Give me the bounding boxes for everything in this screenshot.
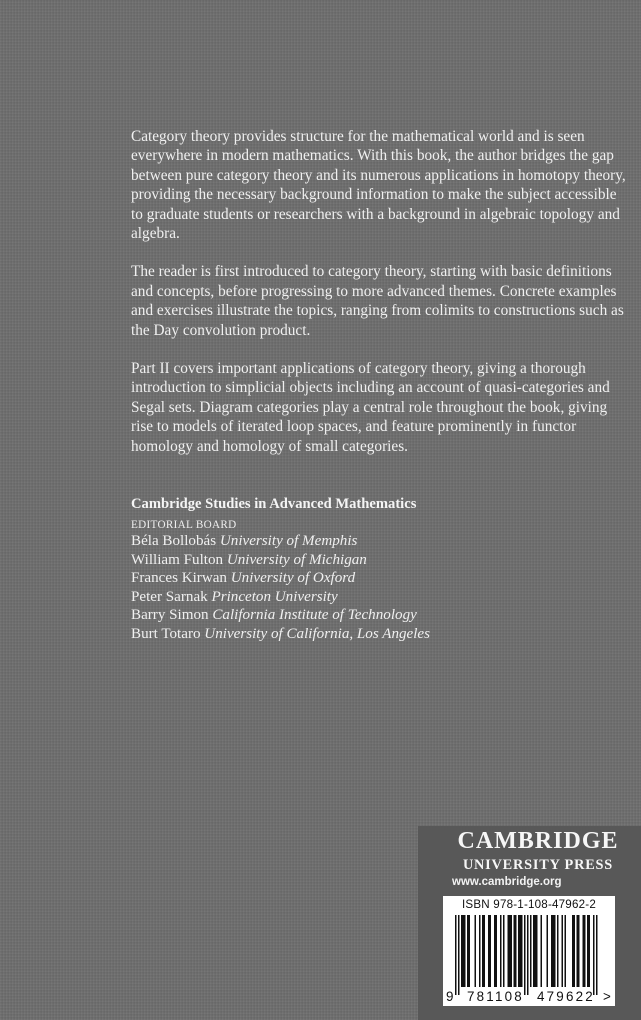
barcode-bar (596, 915, 598, 995)
barcode-bar (541, 915, 543, 987)
barcode-bar (482, 915, 484, 987)
isbn-label: ISBN 978-1-108-47962-2 (462, 898, 596, 911)
editorial-board-member (131, 551, 611, 570)
editorial-board-member (131, 588, 611, 607)
editorial-board-member (131, 569, 611, 588)
barcode-bar (496, 915, 498, 987)
barcode-bar (584, 915, 586, 987)
editorial-board-member (131, 532, 611, 551)
barcode-bar (589, 915, 591, 987)
barcode-bar (467, 915, 469, 987)
member-affiliation: University of California, Los Angeles (204, 625, 431, 642)
member-name: Peter Sarnak (131, 588, 208, 605)
barcode-bar (574, 915, 576, 987)
barcode-bar (490, 915, 492, 987)
barcode-bar (536, 915, 538, 987)
barcode-bar (565, 915, 567, 987)
barcode-bar (455, 915, 457, 995)
member-affiliation: University of Michigan (226, 551, 367, 568)
barcode-bar (524, 915, 526, 995)
member-name: Barry Simon (131, 607, 209, 624)
series-title: Cambridge Studies in Advanced Mathematics (131, 496, 417, 512)
editorial-board-label: EDITORIAL BOARD (131, 519, 237, 531)
barcode-bar (521, 915, 523, 987)
barcode-bar (469, 915, 471, 987)
barcode-bar (535, 915, 537, 987)
barcode-bar (508, 915, 510, 987)
barcode-left-digits: 781108 (467, 989, 524, 1004)
barcode-bar (587, 915, 589, 987)
series-info (131, 496, 611, 644)
member-name: William Fulton (131, 551, 224, 568)
publisher-url: www.cambridge.org (452, 876, 562, 888)
barcode-right-digits: 479622 (537, 989, 595, 1004)
barcode-bar (500, 915, 502, 987)
barcode-bar (515, 915, 517, 987)
barcode-bar (488, 915, 490, 987)
barcode-bar (518, 915, 520, 987)
barcode-bar (503, 915, 505, 987)
barcode-bar (553, 915, 555, 987)
barcode-lead-digit: 9 (446, 989, 454, 1004)
barcode-bar (461, 915, 463, 987)
barcode-bar (527, 915, 529, 995)
barcode-bar (593, 915, 595, 995)
barcode-bar (509, 915, 511, 987)
barcode-bar (494, 915, 496, 987)
blurb-paragraph-1: Category theory provides structure for the mathematical world and is seen everywhere in modern mathematics. With this book, the author bridges the gap between pure category theory and its numerous applications in homotopy theory, providing the necessary background information to make the subject accessible to graduate students or researchers with a background in algebraic topology and algebra. (131, 128, 626, 243)
barcode-bar (578, 915, 580, 987)
barcode-bar (475, 915, 477, 987)
member-name: Frances Kirwan (131, 570, 227, 587)
barcode-bar (557, 915, 559, 987)
barcode-bar (583, 915, 585, 987)
member-affiliation: Princeton University (211, 588, 338, 605)
barcode (443, 896, 615, 1006)
barcode-bar (530, 915, 532, 987)
barcode-bar (484, 915, 486, 987)
blurb-paragraph-3: Part II covers important applications of category theory, giving a thorough introduction to simplicial objects including an account of quasi-categories and Segal sets. Diagram categories play a central role throughout the book, giving rise to models of iterated loop spaces, and feature prominently in functor homology and homology of small categories. (131, 360, 610, 455)
barcode-bar (514, 915, 516, 987)
barcode-bar (562, 915, 564, 987)
editorial-board-member (131, 606, 611, 625)
member-name: Burt Totaro (131, 625, 201, 642)
barcode-bar (547, 915, 549, 987)
barcode-bar (464, 915, 466, 987)
member-affiliation: California Institute of Technology (212, 607, 417, 624)
barcode-bar (551, 915, 553, 987)
publisher-logo-subtitle: UNIVERSITY PRESS (462, 857, 614, 873)
barcode-bar (577, 915, 579, 987)
publisher-logo: CAMBRIDGE (457, 828, 619, 854)
member-name: Béla Bollobás (131, 533, 217, 549)
blurb (131, 127, 626, 475)
barcode-bar (533, 915, 535, 987)
barcode-bar (463, 915, 465, 987)
blurb-paragraph-2: The reader is first introduced to category theory, starting with basic definitions and concepts, before progressing to more advanced themes. Concrete examples and exercises illustrate the topics, ranging from colimits to constructions such as the Day convolution product. (131, 263, 624, 339)
editorial-board-member (131, 625, 611, 644)
barcode-addon-mark: > (603, 989, 611, 1004)
barcode-bar (572, 915, 574, 987)
barcode-bar (479, 915, 481, 987)
barcode-bar (554, 915, 556, 987)
barcode-bar (458, 915, 460, 995)
barcode-bar (511, 915, 513, 987)
member-affiliation: University of Oxford (230, 570, 356, 587)
barcode-bar (520, 915, 522, 987)
member-affiliation: University of Memphis (219, 533, 358, 549)
